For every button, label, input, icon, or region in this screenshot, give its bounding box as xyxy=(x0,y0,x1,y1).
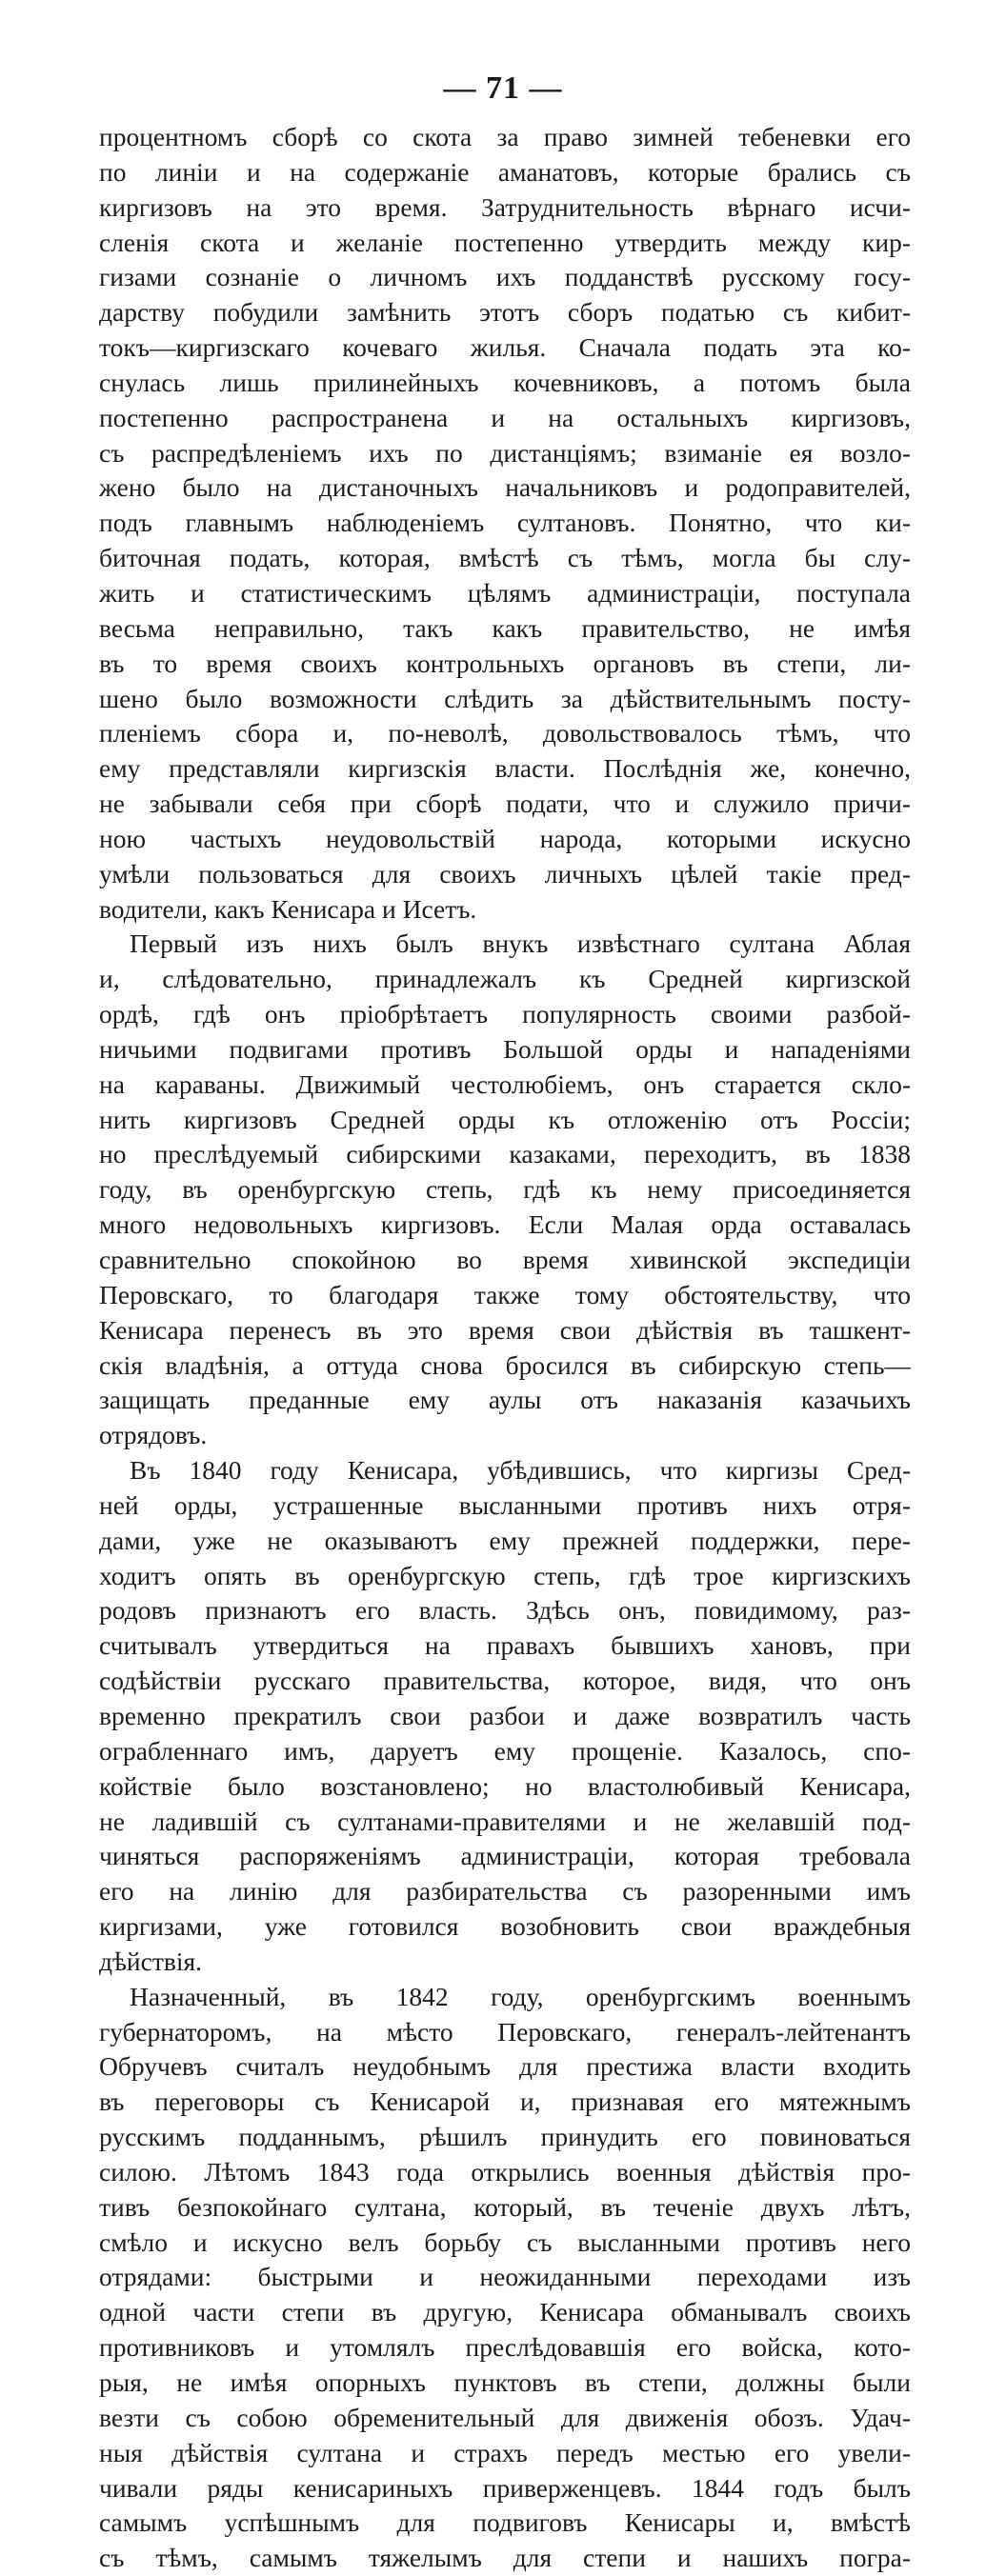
text-line: Въ 1840 году Кенисара, убѣдившись, что киргизы Сред- xyxy=(130,1455,911,1486)
text-line: тивъ безпокойнаго султана, который, въ теченіе двухъ лѣтъ, xyxy=(99,2191,911,2222)
text-line: временно прекратилъ свои разбои и даже возвратилъ часть xyxy=(99,1700,911,1730)
text-line: Кенисара перенесъ въ это время свои дѣйствія въ ташкент- xyxy=(99,1314,911,1345)
text-line: постепенно распространена и на остальныхъ киргизовъ, xyxy=(99,402,911,432)
text-line: умѣли пользоваться для своихъ личныхъ цѣлей такіе пред- xyxy=(99,858,911,889)
text-line: содѣйствіи русскаго правительства, которое, видя, что онъ xyxy=(99,1666,911,1696)
text-line: чиняться распоряженіямъ администраціи, которая требовала xyxy=(99,1841,911,1871)
text-line: съ тѣмъ, самымъ тяжелымъ для степи и нашихъ погра- xyxy=(99,2543,911,2573)
text-line: защищать преданные ему аулы отъ наказанія казачьихъ xyxy=(99,1385,911,1415)
text-line: въ то время своихъ контрольныхъ органовъ въ степи, ли- xyxy=(99,648,911,678)
text-line: ордѣ, гдѣ онъ пріобрѣтаетъ популярность своими разбой- xyxy=(99,999,911,1029)
text-line: не забывали себя при сборѣ подати, что и служило причи- xyxy=(99,789,911,819)
text-line: шено было возможности слѣдить за дѣйствительнымъ посту- xyxy=(99,683,911,713)
text-line: ходитъ опять въ оренбургскую степь, гдѣ трое киргизскихъ xyxy=(99,1560,911,1590)
text-line: ныя дѣйствія султана и страхъ передъ местью его увели- xyxy=(99,2437,911,2467)
text-line: киргизовъ на это время. Затруднительность вѣрнаго исчи- xyxy=(99,191,911,222)
paragraph xyxy=(99,1980,911,2576)
paragraph xyxy=(99,927,911,1453)
text-line: токъ—киргизскаго кочеваго жилья. Сначала подать эта ко- xyxy=(99,332,911,363)
text-line: койствіе было возстановлено; но властолюбивый Кенисара, xyxy=(99,1770,911,1801)
text-line: гизами сознаніе о личномъ ихъ подданствѣ русскому госу- xyxy=(99,262,911,292)
text-line: считывалъ утвердиться на правахъ бывшихъ хановъ, при xyxy=(99,1630,911,1661)
text-line: на караваны. Движимый честолюбіемъ, онъ старается скло- xyxy=(99,1068,911,1099)
text-line: скія владѣнія, а оттуда снова бросился въ сибирскую степь— xyxy=(99,1349,911,1380)
text-line: но преслѣдуемый сибирскими казаками, переходитъ, въ 1838 xyxy=(99,1139,911,1169)
text-line: дами, уже не оказываютъ ему прежней поддержки, пере- xyxy=(99,1525,911,1555)
text-line: процентномъ сборѣ со скота за право зимней тебеневки его xyxy=(99,122,911,151)
text-line: Перовскаго, то благодаря также тому обстоятельству, что xyxy=(99,1279,911,1309)
text-line: чивали ряды кенисариныхъ приверженцевъ. 1844 годъ былъ xyxy=(99,2472,911,2503)
text-line: губернаторомъ, на мѣсто Перовскаго, генералъ-лейтенантъ xyxy=(99,2016,911,2047)
text-line: ною частыхъ неудовольствій народа, которыми искусно xyxy=(99,823,911,853)
text-line: сравнительно спокойною во время хивинской экспедиціи xyxy=(99,1245,911,1274)
text-line: родовъ признаютъ его власть. Здѣсь онъ, повидимому, раз- xyxy=(99,1595,911,1626)
paragraph xyxy=(99,120,911,927)
text-line: русскимъ подданнымъ, рѣшилъ принудить его повиноваться xyxy=(99,2122,911,2152)
text-line: отрядами: быстрыми и неожиданными переходами изъ xyxy=(99,2262,911,2292)
paragraph xyxy=(99,1453,911,1980)
text-line: рыя, не имѣя опорныхъ пунктовъ въ степи, должны были xyxy=(99,2367,911,2397)
text-line: везти съ собою обременительный для движенія обозъ. Удач- xyxy=(99,2402,911,2432)
text-line: и, слѣдовательно, принадлежалъ къ Средней киргизской xyxy=(99,964,911,994)
text-line: съ распредѣленіемъ ихъ по дистанціямъ; взиманіе ея возло- xyxy=(99,437,911,468)
text-line: подъ главнымъ наблюденіемъ султановъ. Понятно, что ки- xyxy=(99,508,911,538)
text-line: году, въ оренбургскую степь, гдѣ къ нему присоединяется xyxy=(99,1174,911,1205)
text-line: дарству побудили замѣнить этотъ сборъ податью съ кибит- xyxy=(99,297,911,328)
text-line: ограбленнаго имъ, даруетъ ему прощеніе. Казалось, спо- xyxy=(99,1735,911,1766)
text-line: самымъ успѣшнымъ для подвиговъ Кенисары и, вмѣстѣ xyxy=(99,2507,911,2538)
text-line: биточная подать, которая, вмѣстѣ съ тѣмъ, могла бы слу- xyxy=(99,543,911,573)
text-line: въ переговоры съ Кенисарой и, признавая его мятежнымъ xyxy=(99,2087,911,2117)
text-line: жено было на дистаночныхъ начальниковъ и родоправителей, xyxy=(99,472,911,503)
text-line: пленіемъ сбора и, по-неволѣ, довольствовалось тѣмъ, что xyxy=(99,718,911,749)
text-line: Обручевъ считалъ неудобнымъ для престижа власти входить xyxy=(99,2051,911,2082)
text-line: по линіи и на содержаніе аманатовъ, которые брались съ xyxy=(99,156,911,187)
body-text xyxy=(99,120,911,2576)
text-line: нить киргизовъ Средней орды къ отложенію отъ Россіи; xyxy=(99,1104,911,1134)
text-line: смѣло и искусно велъ борьбу съ высланными противъ него xyxy=(99,2227,911,2257)
text-line: силою. Лѣтомъ 1843 года открылись военныя дѣйствія про- xyxy=(99,2156,911,2187)
text-line: Назначенный, въ 1842 году, оренбургскимъ военнымъ xyxy=(130,1981,911,2011)
text-line: много недовольныхъ киргизовъ. Если Малая орда оставалась xyxy=(99,1209,911,1240)
text-line: одной части степи въ другую, Кенисара обманывалъ своихъ xyxy=(99,2297,911,2327)
text-line: ней орды, устрашенные высланными противъ нихъ отря- xyxy=(99,1489,911,1520)
text-line: весьма неправильно, такъ какъ правительство, не имѣя xyxy=(99,612,911,643)
text-line: жить и статистическимъ цѣлямъ администраціи, поступала xyxy=(99,577,911,608)
text-line: водители, какъ Кенисара и Исетъ. xyxy=(99,893,477,924)
text-line: Первый изъ нихъ былъ внукъ извѣстнаго султана Аблая xyxy=(130,929,911,959)
text-line: снулась лишь прилинейныхъ кочевниковъ, а потомъ была xyxy=(99,367,911,397)
text-line: отрядовъ. xyxy=(99,1420,208,1450)
page-number: — 71 — xyxy=(443,70,563,106)
text-line: его на линію для разбирательства съ разоренными имъ xyxy=(99,1876,911,1907)
text-line: ему представляли киргизскія власти. Послѣднія же, конечно, xyxy=(99,753,911,784)
text-line: киргизами, уже готовился возобновить свои враждебныя xyxy=(99,1911,911,1942)
text-line: ничьими подвигами противъ Большой орды и нападеніями xyxy=(99,1033,911,1064)
text-line: не ладившій съ султанами-правителями и не желавшій под- xyxy=(99,1806,911,1836)
text-line: сленія скота и желаніе постепенно утвердить между кир- xyxy=(99,227,911,257)
text-line: дѣйствія. xyxy=(99,1946,203,1976)
text-line: противниковъ и утомлялъ преслѣдовавшія его войска, кото- xyxy=(99,2332,911,2363)
